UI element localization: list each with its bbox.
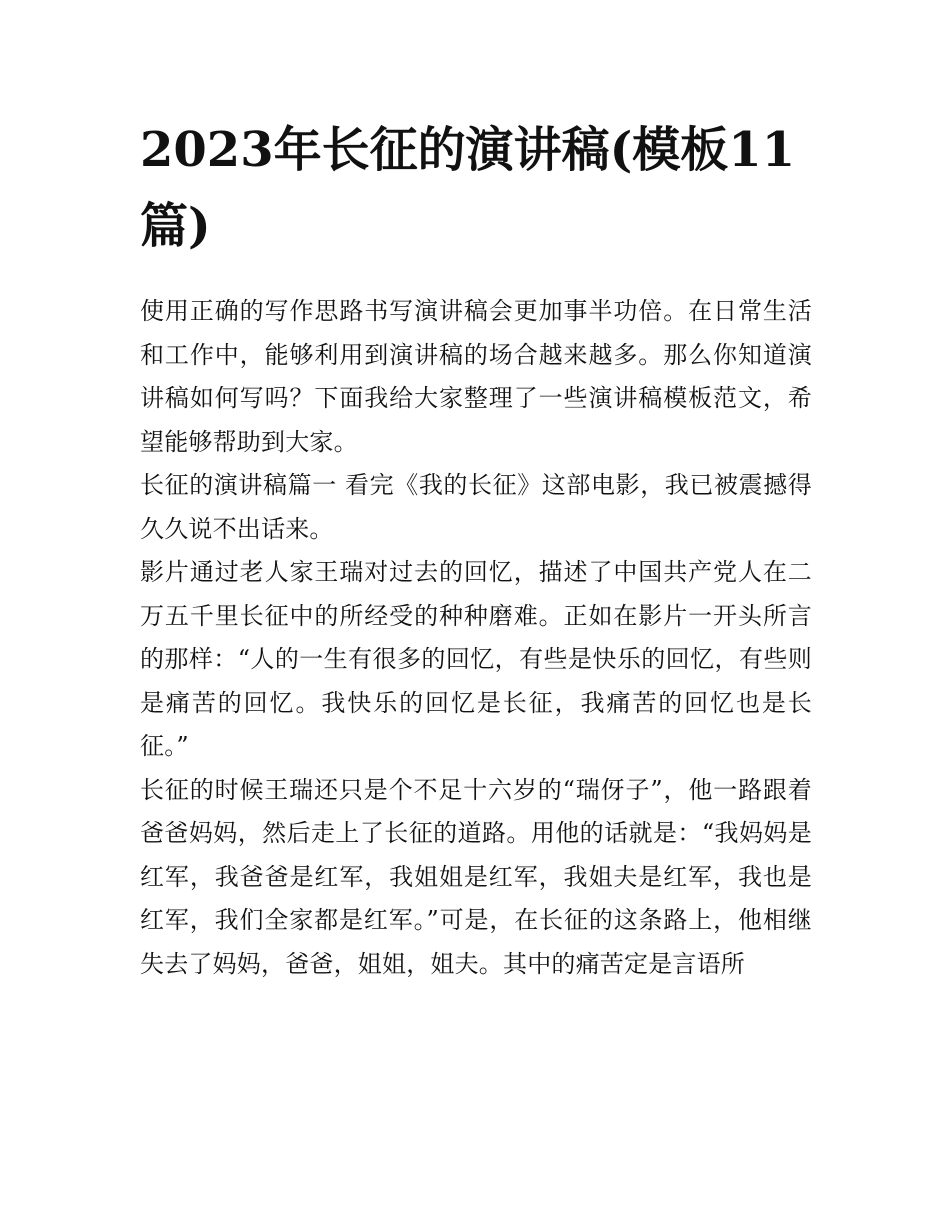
document-page — [140, 112, 812, 986]
paragraph-wang-rui: 长征的时候王瑞还只是个不足十六岁的“瑞伢子”，他一路跟着爸爸妈妈，然后走上了长征的道路。用他的话就是：“我妈妈是红军，我爸爸是红军，我姐姐是红军，我姐夫是红军，我也是红军，我们全家都是红军。”可是，在长征的这条路上，他相继失去了妈妈，爸爸，姐姐，姐夫。其中的痛苦定是言语所 — [140, 775, 812, 978]
paragraph-section-one: 长征的演讲稿篇一 看完《我的长征》这部电影，我已被震撼得久久说不出话来。 — [140, 471, 812, 543]
paragraph-intro: 使用正确的写作思路书写演讲稿会更加事半功倍。在日常生活和工作中，能够利用到演讲稿的场合越来越多。那么你知道演讲稿如何写吗？下面我给大家整理了一些演讲稿模板范文，希望能够帮助到大家。 — [140, 297, 812, 456]
document-title: 2023年长征的演讲稿(模板11篇) — [140, 122, 796, 254]
paragraph-film-summary: 影片通过老人家王瑞对过去的回忆，描述了中国共产党人在二万五千里长征中的所经受的种种磨难。正如在影片一开头所言的那样：“人的一生有很多的回忆，有些是快乐的回忆，有些则是痛苦的回忆。我快乐的回忆是长征，我痛苦的回忆也是长征。” — [140, 558, 812, 760]
title-spacing — [140, 264, 812, 290]
